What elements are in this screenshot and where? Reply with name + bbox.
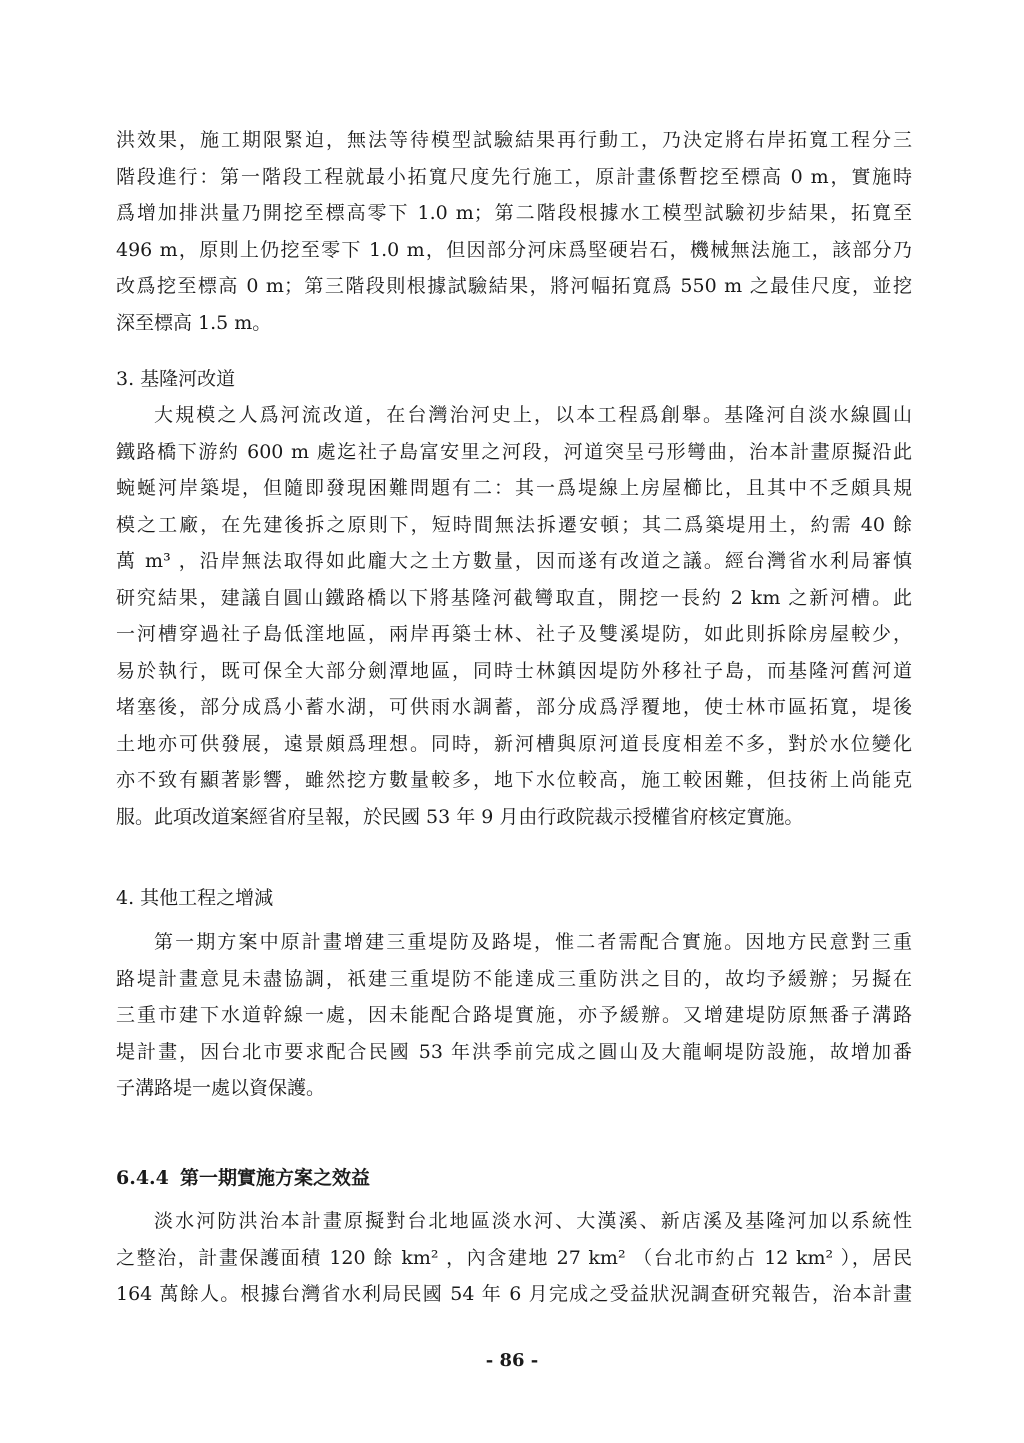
text-line: 之整治，計畫保護面積 120 餘 km² ，內含建地 27 km² （台北市約占 12 km² ），居民 xyxy=(116,1246,912,1269)
text-line: 淡水河防洪治本計畫原擬對台北地區淡水河、大漢溪、新店溪及基隆河加以系統性 xyxy=(154,1210,912,1232)
section-number: 6.4.4 xyxy=(116,1167,169,1189)
text-line: 子溝路堤一處以資保護。 xyxy=(116,1077,326,1099)
paragraph-right-bank-widening xyxy=(116,122,912,341)
text-line: 496 m，原則上仍挖至零下 1.0 m，但因部分河床爲堅硬岩石，機械無法施工，該部分乃 xyxy=(116,238,912,261)
text-line: 階段進行：第一階段工程就最小拓寬尺度先行施工，原計畫係暫挖至標高 0 m，實施時 xyxy=(116,165,912,188)
text-line: 堤計畫，因台北市要求配合民國 53 年洪季前完成之圓山及大龍峒堤防設施，故增加番 xyxy=(116,1040,912,1063)
text-line: 蜿蜒河岸築堤，但隨即發現困難問題有二：其一爲堤線上房屋櫛比，且其中不乏頗具規 xyxy=(116,477,912,499)
text-line: 易於執行，既可保全大部分劍潭地區，同時士林鎮因堤防外移社子島，而基隆河舊河道 xyxy=(116,659,912,682)
text-line: 164 萬餘人。根據台灣省水利局民國 54 年 6 月完成之受益狀況調查研究報告，治本計畫 xyxy=(116,1283,912,1305)
text-line: 爲增加排洪量乃開挖至標高零下 1.0 m；第二階段根據水工模型試驗初步結果，拓寬至 xyxy=(116,202,912,224)
section-title: 第一期實施方案之效益 xyxy=(180,1167,371,1189)
text-line: 三重市建下水道幹線一處，因未能配合路堤實施，亦予緩辦。又增建堤防原無番子溝路 xyxy=(116,1004,912,1026)
text-line: 研究結果，建議自圓山鐵路橋以下將基隆河截彎取直，開挖一長約 2 km 之新河槽。此 xyxy=(116,586,912,609)
section-heading-6-4-4 xyxy=(116,1163,370,1193)
text-line: 模之工廠，在先建後拆之原則下，短時間無法拆遷安頓；其二爲築堤用土，約需 40 餘 xyxy=(116,513,912,536)
text-line: 萬 m³ ，沿岸無法取得如此龐大之土方數量，因而遂有改道之議。經台灣省水利局審慎 xyxy=(116,550,912,572)
text-line: 鐵路橋下游約 600 m 處迄社子島富安里之河段，河道突呈弓形彎曲，治本計畫原擬沿此 xyxy=(116,440,912,463)
text-line: 服。此項改道案經省府呈報，於民國 53 年 9 月由行政院裁示授權省府核定實施。 xyxy=(116,805,804,828)
text-line: 亦不致有顯著影響，雖然挖方數量較多，地下水位較高，施工較困難，但技術上尚能克 xyxy=(116,769,912,791)
text-line: 改爲挖至標高 0 m；第三階段則根據試驗結果，將河幅拓寬爲 550 m 之最佳尺度，並挖 xyxy=(116,275,912,297)
paragraph-other-works xyxy=(116,924,912,1107)
text-line: 第一期方案中原計畫增建三重堤防及路堤，惟二者需配合實施。因地方民意對三重 xyxy=(154,931,912,953)
subheading-other-works: 4. 其他工程之增減 xyxy=(116,887,274,909)
paragraph-keelung-river-diversion xyxy=(116,397,912,835)
text-line: 土地亦可供發展，遠景頗爲理想。同時，新河槽與原河道長度相差不多，對於水位變化 xyxy=(116,732,912,755)
paragraph-benefits xyxy=(116,1203,912,1313)
text-line: 大規模之人爲河流改道，在台灣治河史上，以本工程爲創舉。基隆河自淡水線圓山 xyxy=(154,404,912,426)
text-line: 洪效果，施工期限緊迫，無法等待模型試驗結果再行動工，乃決定將右岸拓寬工程分三 xyxy=(116,129,912,151)
page-number: - 86 - xyxy=(485,1350,539,1371)
text-line: 堵塞後，部分成爲小蓄水湖，可供雨水調蓄，部分成爲浮覆地，使士林市區拓寬，堤後 xyxy=(116,696,912,718)
text-line: 一河槽穿過社子島低漥地區，兩岸再築士林、社子及雙溪堤防，如此則拆除房屋較少， xyxy=(116,623,912,645)
subheading-keelung-river-diversion: 3. 基隆河改道 xyxy=(116,368,236,390)
text-line: 路堤計畫意見未盡協調，祇建三重堤防不能達成三重防洪之目的，故均予緩辦；另擬在 xyxy=(116,967,912,990)
text-line: 深至標高 1.5 m。 xyxy=(116,311,272,334)
